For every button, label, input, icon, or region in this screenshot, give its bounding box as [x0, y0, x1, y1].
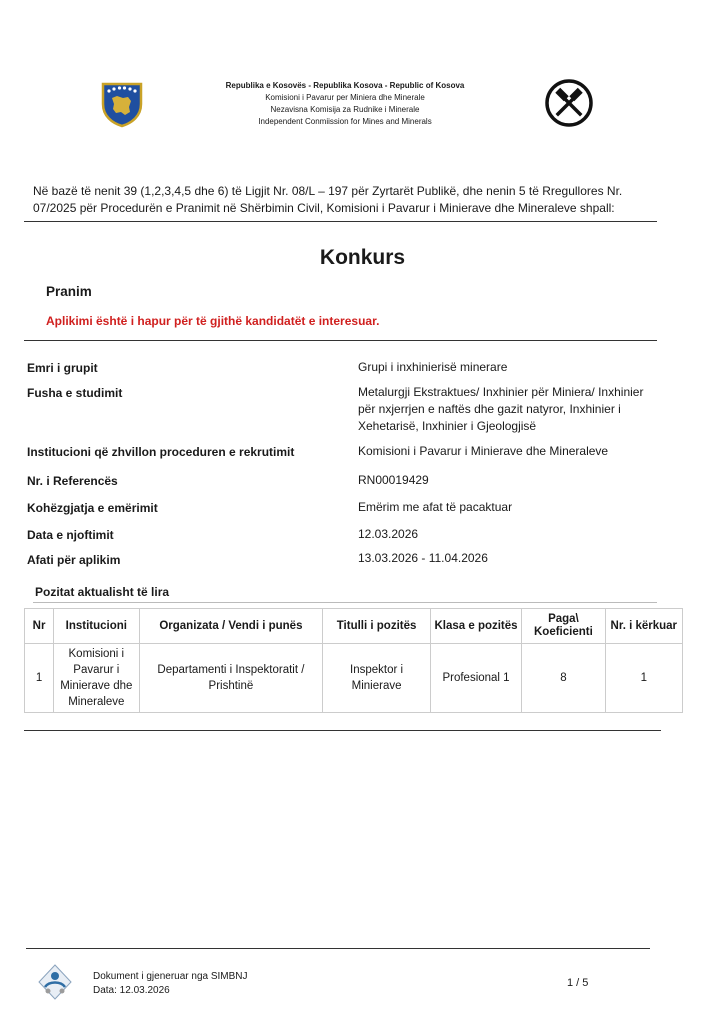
column-header-number-required: Nr. i kërkuar: [605, 609, 682, 644]
page-number: 1 / 5: [567, 977, 589, 989]
simbnj-logo-icon: [37, 963, 73, 1001]
field-value-reference-number: RN00019429: [358, 473, 429, 487]
column-header-position-title: Titulli i pozitës: [323, 609, 430, 644]
cell-nr: 1: [25, 644, 54, 713]
column-header-nr: Nr: [25, 609, 54, 644]
subtitle: Pranim: [46, 284, 92, 299]
institution-header: [225, 80, 465, 128]
open-application-notice: Aplikimi është i hapur për të gjithë kandidatët e interesuar.: [46, 314, 380, 328]
cell-position-title: Inspektor i Minierave: [323, 644, 430, 713]
field-label-field-of-study: Fusha e studimit: [27, 386, 123, 400]
header-line-2: Komisioni i Pavarur per Miniera dhe Minerale: [265, 93, 425, 102]
legal-basis-paragraph: Në bazë të nenit 39 (1,2,3,4,5 dhe 6) të Ligjit Nr. 08/L – 197 për Zyrtarët Publikë, dhe nenin 5 të Rregullores Nr. 07/2025 për Procedurën e Pranimit në Shërbimin Civil, Komisioni i Pavarur i Minierave dhe Mineraleve shpall:: [33, 184, 623, 215]
header-line-4: Independent Conmiission for Mines and Minerals: [258, 117, 432, 126]
field-label-group-name: Emri i grupit: [27, 361, 98, 375]
cell-salary-coefficient: 8: [522, 644, 605, 713]
footer-divider: [26, 948, 650, 949]
field-label-application-deadline: Afati për aplikim: [27, 553, 121, 567]
field-label-appointment-duration: Kohëzgjatja e emërimit: [27, 501, 158, 515]
column-header-organization: Organizata / Vendi i punës: [139, 609, 323, 644]
cell-organization: Departamenti i Inspektoratit / Prishtinë: [139, 644, 323, 713]
positions-section-title: Pozitat aktualisht të lira: [35, 585, 170, 599]
field-value-application-deadline: 13.03.2026 - 11.04.2026: [358, 551, 488, 565]
divider: [33, 602, 657, 603]
crossed-hammers-icon: [544, 78, 594, 128]
field-value-field-of-study: Metalurgji Ekstraktues/ Inxhinier për Miniera/ Inxhinier për nxjerrjen e naftës dhe gazit natyror, Inxhinier i Xehetarisë, Inxhinier i Gjeologjisë: [358, 385, 644, 433]
field-label-reference-number: Nr. i Referencës: [27, 474, 118, 488]
field-value-notice-date: 12.03.2026: [358, 527, 419, 541]
divider: [24, 340, 657, 341]
field-label-institution: Institucioni që zhvillon proceduren e rekrutimit: [27, 445, 295, 459]
footer-info: [93, 970, 248, 998]
field-value-institution: Komisioni i Pavarur i Minierave dhe Mineraleve: [358, 444, 609, 458]
cell-number-required: 1: [605, 644, 682, 713]
cell-institution: Komisioni i Pavarur i Minierave dhe Mineraleve: [54, 644, 139, 713]
column-header-institution: Institucioni: [54, 609, 139, 644]
header-line-3: Nezavisna Komisija za Rudnike i Minerale: [270, 105, 420, 114]
column-header-salary-coefficient: Paga\ Koeficienti: [522, 609, 605, 644]
table-row: [25, 644, 683, 713]
divider: [24, 221, 657, 222]
field-label-notice-date: Data e njoftimit: [27, 528, 114, 542]
field-value-group-name: Grupi i inxhinierisë minerare: [358, 360, 508, 374]
header-line-1: Republika e Kosovës - Republika Kosova - Republic of Kosova: [225, 81, 465, 90]
table-header-row: [25, 609, 683, 644]
divider: [24, 730, 661, 731]
column-header-position-class: Klasa e pozitës: [430, 609, 521, 644]
generated-date-text: Data: 12.03.2026: [93, 985, 170, 996]
generated-by-text: Dokument i gjeneruar nga SIMBNJ: [93, 971, 248, 982]
positions-table: [24, 608, 683, 713]
kosovo-coat-of-arms-icon: [100, 82, 144, 128]
cell-position-class: Profesional 1: [430, 644, 521, 713]
page-title: Konkurs: [319, 246, 406, 269]
field-value-appointment-duration: Emërim me afat të pacaktuar: [358, 500, 513, 514]
